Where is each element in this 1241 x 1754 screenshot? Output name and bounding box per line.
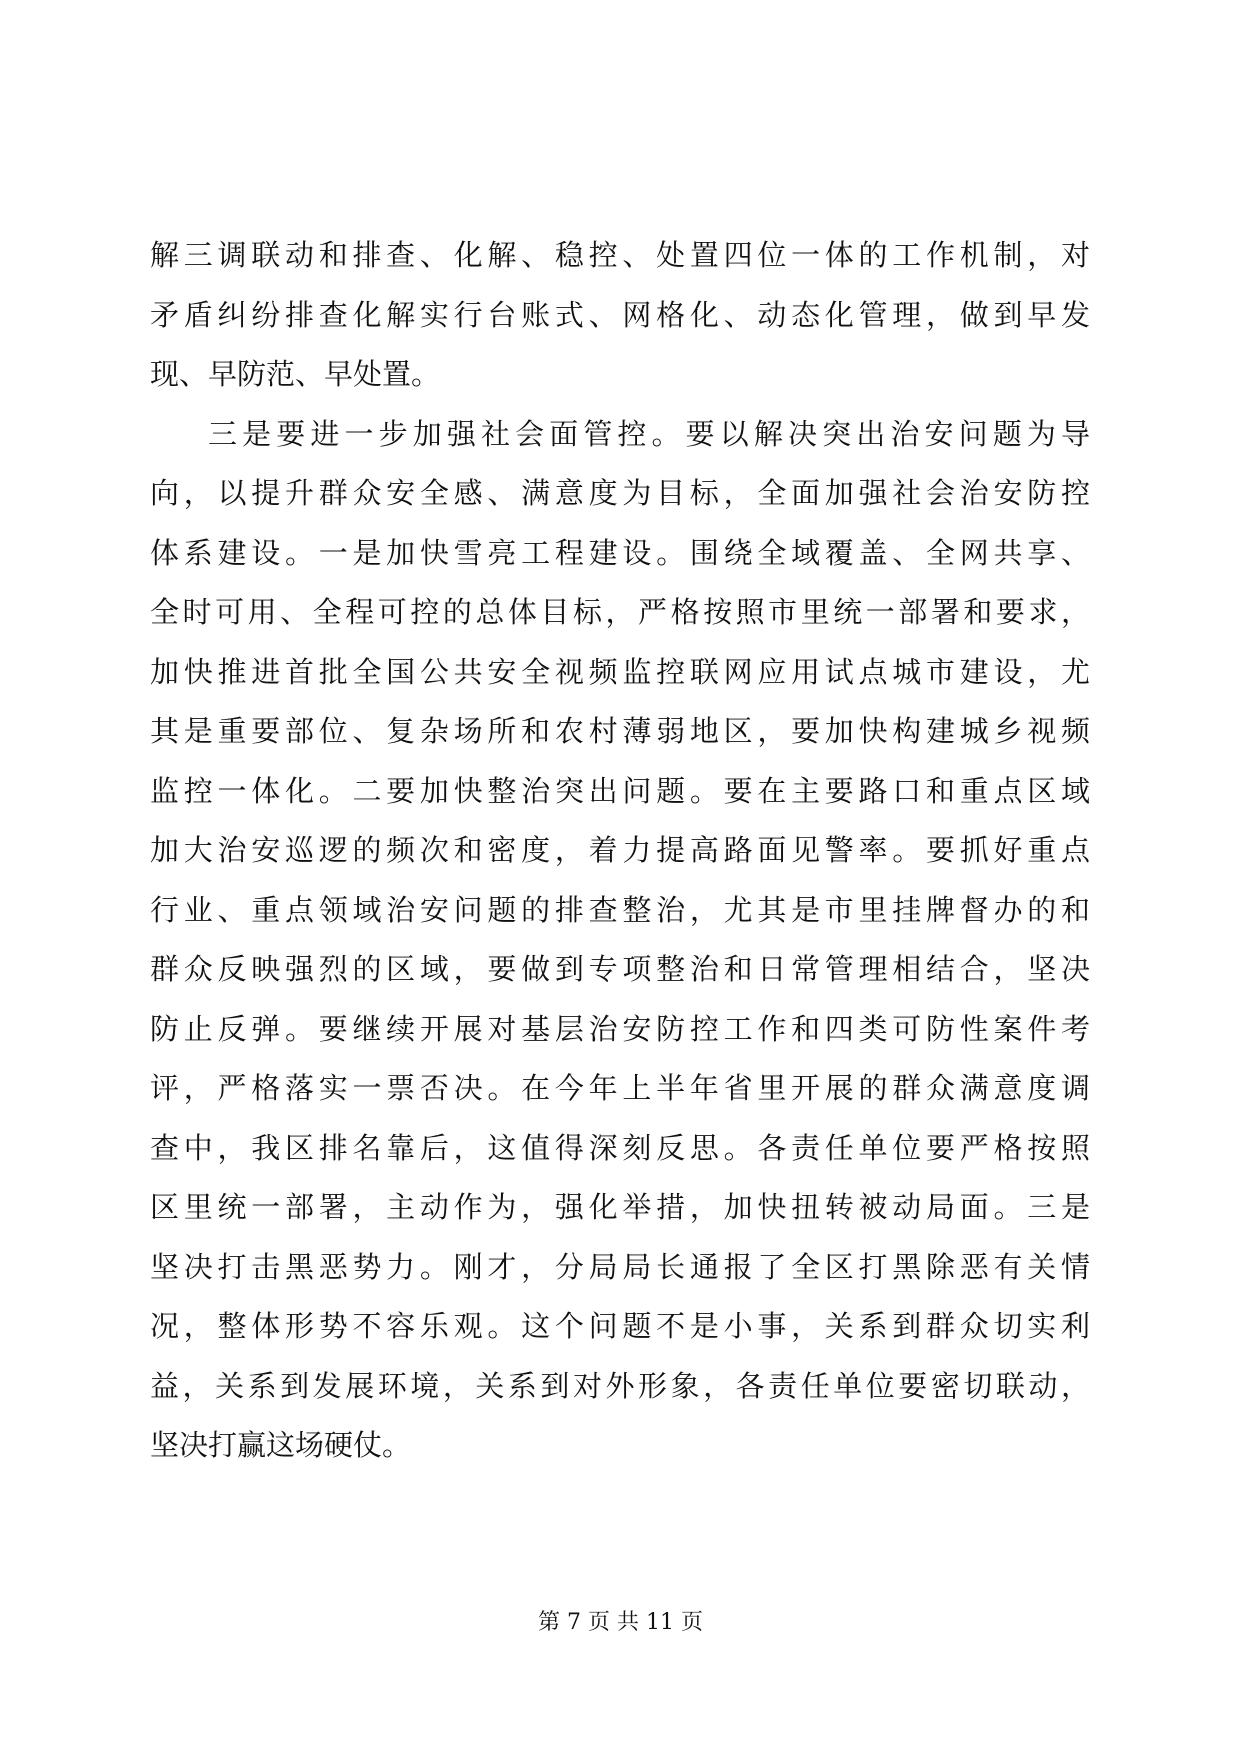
text-line: 解三调联动和排查、化解、稳控、处置四位一体的工作机制，对 [150, 238, 1090, 272]
text-line: 加大治安巡逻的频次和密度，着力提高路面见警率。要抓好重点 [150, 833, 1090, 867]
text-line: 查中，我区排名靠后，这值得深刻反思。各责任单位要严格按照 [150, 1130, 1090, 1165]
text-line: 况，整体形势不容乐观。这个问题不是小事，关系到群众切实利 [150, 1309, 1090, 1343]
page-footer [0, 1608, 1241, 1638]
text-line: 群众反映强烈的区域，要做到专项整治和日常管理相结合，坚决 [150, 952, 1090, 986]
text-line: 坚决打赢这场硬仗。 [150, 1428, 412, 1462]
text-line: 益，关系到发展环境，关系到对外形象，各责任单位要密切联动， [150, 1368, 1090, 1403]
text-line: 坚决打击黑恶势力。刚才，分局局长通报了全区打黑除恶有关情 [150, 1249, 1090, 1284]
text-line: 评，严格落实一票否决。在今年上半年省里开展的群众满意度调 [150, 1071, 1090, 1105]
text-line: 监控一体化。二要加快整治突出问题。要在主要路口和重点区域 [150, 773, 1090, 808]
text-line: 矛盾纠纷排查化解实行台账式、网格化、动态化管理，做到早发 [150, 297, 1090, 332]
text-line: 现、早防范、早处置。 [150, 357, 441, 391]
text-line: 其是重要部位、复杂场所和农村薄弱地区，要加快构建城乡视频 [150, 714, 1090, 748]
text-line: 行业、重点领域治安问题的排查整治，尤其是市里挂牌督办的和 [150, 892, 1090, 927]
body-text [150, 226, 1090, 1476]
text-line: 三是要进一步加强社会面管控。要以解决突出治安问题为导 [208, 416, 1090, 451]
text-line: 全时可用、全程可控的总体目标，严格按照市里统一部署和要求， [150, 595, 1090, 629]
text-line: 向，以提升群众安全感、满意度为目标，全面加强社会治安防控 [150, 476, 1090, 510]
text-line: 体系建设。一是加快雪亮工程建设。围绕全域覆盖、全网共享、 [150, 535, 1090, 570]
text-line: 防止反弹。要继续开展对基层治安防控工作和四类可防性案件考 [150, 1011, 1090, 1046]
text-line: 加快推进首批全国公共安全视频监控联网应用试点城市建设，尤 [150, 654, 1090, 689]
text-line: 区里统一部署，主动作为，强化举措，加快扭转被动局面。三是 [150, 1190, 1090, 1224]
page-number-label: 第 7 页 共 11 页 [538, 1610, 703, 1635]
